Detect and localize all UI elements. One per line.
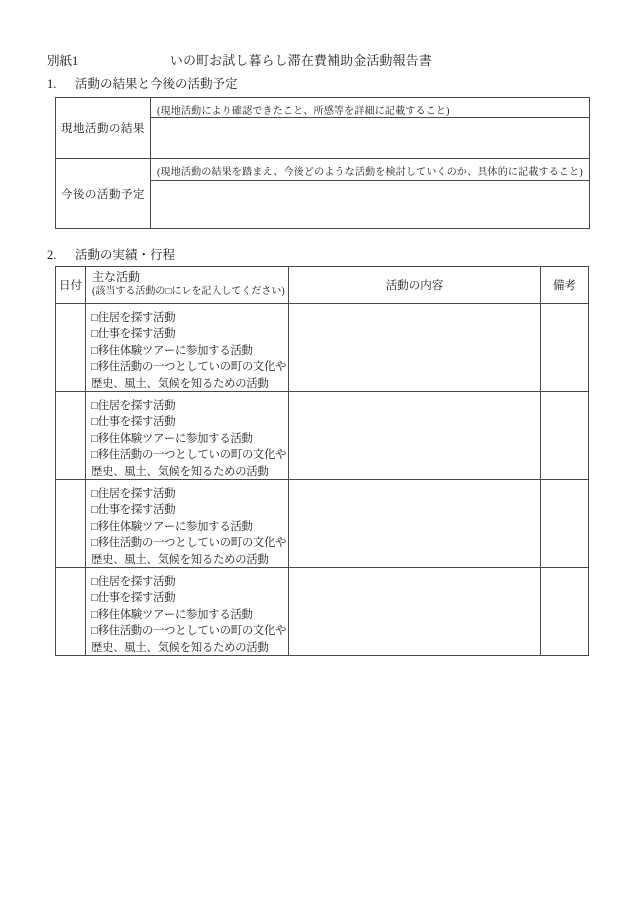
checkbox-option-job: □仕事を探す活動: [91, 504, 176, 517]
header-main-activity-title: 主な活動: [92, 270, 141, 284]
activity-content-cell: [289, 480, 541, 567]
main-activity-cell: [86, 392, 289, 479]
date-cell: [56, 568, 86, 655]
activity-row-1: [56, 303, 588, 391]
header-main-activity-note: (該当する活動の□にレを記入してください): [92, 286, 285, 297]
checkbox-option-job: □仕事を探す活動: [91, 328, 176, 341]
row-label: 今後の活動予定: [56, 159, 151, 228]
checkbox-option-culture: □移住活動の一つとしていの町の文化や: [91, 625, 287, 638]
appendix-label: 別紙1: [47, 54, 79, 68]
checkbox-option-culture-cont: 歴史、風土、気候を知るための活動: [91, 553, 269, 566]
activity-log-table: [55, 266, 589, 656]
checkbox-option-culture: □移住活動の一つとしていの町の文化や: [91, 449, 287, 462]
activity-row-4: [56, 567, 588, 655]
header-main-activity: [86, 267, 289, 303]
main-activity-cell: [86, 304, 289, 391]
checkbox-option-housing: □住居を探す活動: [91, 576, 176, 588]
checkbox-option-housing: □住居を探す活動: [91, 400, 176, 412]
checkbox-option-tour: □移住体験ツアーに参加する活動: [91, 344, 253, 357]
activity-content-cell: [289, 568, 541, 655]
table-row-future-activity-plan: [56, 158, 589, 228]
table-header-row: [56, 267, 588, 303]
header-activity-content: 活動の内容: [289, 267, 541, 303]
main-activity-cell: [86, 480, 289, 567]
section2-number: 2.: [47, 248, 57, 262]
activity-content-cell: [289, 304, 541, 391]
checkbox-option-housing: □住居を探す活動: [91, 488, 176, 500]
row-caption: (現地活動の結果を踏まえ、今後どのような活動を検討していくのか、具体的に記載すること): [151, 159, 589, 181]
entry-area: [151, 118, 589, 158]
row-caption: (現地活動により確認できたこと、所感等を詳細に記載すること): [151, 98, 589, 118]
checkbox-option-culture-cont: 歴史、風土、気候を知るための活動: [91, 641, 269, 654]
checkbox-option-culture-cont: 歴史、風土、気候を知るための活動: [91, 377, 269, 390]
header-remarks: 備考: [553, 280, 576, 292]
main-activity-cell: [86, 568, 289, 655]
checkbox-option-job: □仕事を探す活動: [91, 416, 176, 429]
checkbox-option-culture-cont: 歴史、風土、気候を知るための活動: [91, 465, 269, 478]
checkbox-option-tour: □移住体験ツアーに参加する活動: [91, 432, 253, 445]
remarks-cell: [541, 568, 588, 655]
remarks-cell: [541, 480, 588, 567]
header-date: 日付: [56, 267, 86, 303]
section2-heading: [47, 245, 175, 263]
activity-content-cell: [289, 392, 541, 479]
section1-number: 1.: [47, 77, 57, 91]
row-content-area: [151, 159, 589, 228]
section1-heading: [47, 74, 238, 92]
table-row-field-activity-results: [56, 98, 589, 158]
remarks-cell: [541, 392, 588, 479]
section2-title: 活動の実績・行程: [75, 248, 176, 262]
date-cell: [56, 304, 86, 391]
row-content-area: [151, 98, 589, 158]
checkbox-option-culture: □移住活動の一つとしていの町の文化や: [91, 361, 287, 374]
remarks-cell: [541, 304, 588, 391]
entry-area: [151, 181, 589, 228]
checkbox-option-housing: □住居を探す活動: [91, 312, 176, 324]
checkbox-option-tour: □移住体験ツアーに参加する活動: [91, 608, 253, 621]
section1-title: 活動の結果と今後の活動予定: [75, 77, 238, 91]
checkbox-option-job: □仕事を探す活動: [91, 592, 176, 605]
document-title: いの町お試し暮らし滞在費補助金活動報告書: [170, 54, 432, 68]
row-label: 現地活動の結果: [56, 98, 151, 158]
checkbox-option-tour: □移住体験ツアーに参加する活動: [91, 520, 253, 533]
results-and-plans-table: [55, 97, 590, 229]
activity-row-3: [56, 479, 588, 567]
activity-row-2: [56, 391, 588, 479]
date-cell: [56, 392, 86, 479]
checkbox-option-culture: □移住活動の一つとしていの町の文化や: [91, 537, 287, 550]
date-cell: [56, 480, 86, 567]
